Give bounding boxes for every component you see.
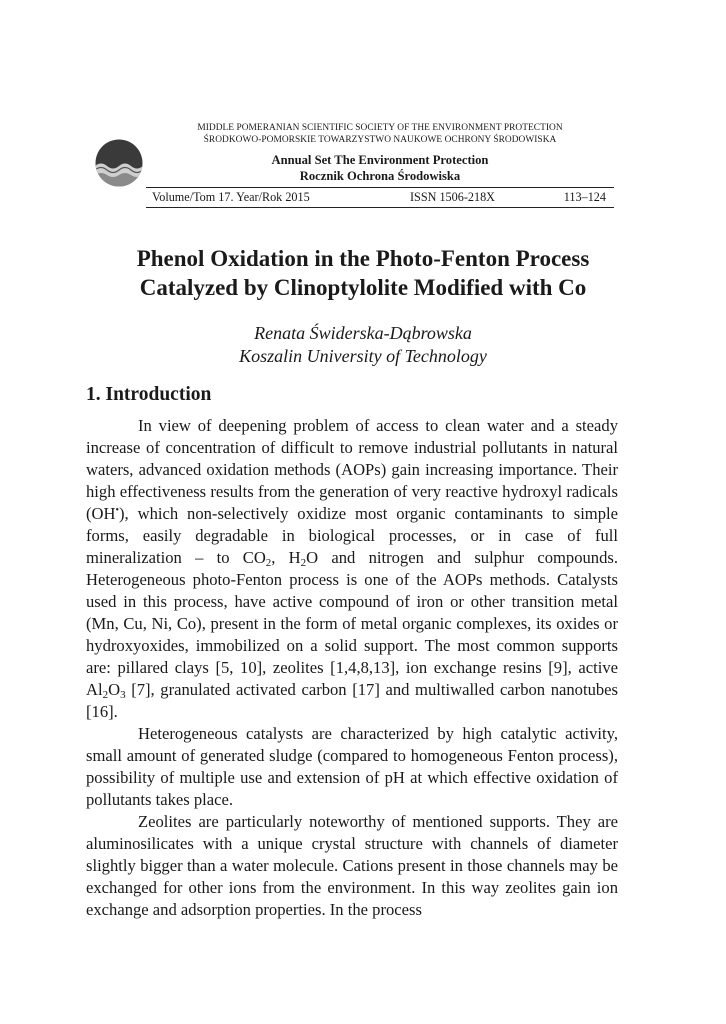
paragraph-1: In view of deepening problem of access to clean water and a steady increase of concentration of difficult to remove industrial pollutants in natural waters, advanced oxidation methods (AOPs) gain increasing importance. Their high effectiveness results from the generation of very reactive hydroxyl radicals (OH•), which non-selectively oxidize most organic contaminants to simple forms, easily degradable in biological processes, or in case of full mineralization – to $CO_2$, $H_2O$ and nitrogen and sulphur compounds. Heterogeneous photo-Fenton process is one of the AOPs methods. Catalysts used in this process, have active compound of iron or other transition metal (Mn, Cu, Ni, Co), present in the form of metal organic complexes, its oxides or hydroxyoxides, immobilized on a solid support. The most common supports are: pillared clays [5, 10], zeolites [1,4,8,13], ion exchange resins [9], active $Al_2O_3$ [7], granulated activated carbon [17] and multiwalled carbon nanotubes [16]. [86,416,618,721]
section-heading: 1. Introduction [86,384,212,405]
title-line-2: Catalyzed by Clinoptylolite Modified with Co [139,275,587,300]
author-affiliation: Koszalin University of Technology [239,346,487,366]
journal-header [146,122,614,208]
society-logo [95,139,143,187]
journal-name-pl: Rocznik Ochrona Środowiska [299,169,461,183]
volume-info: Volume/Tom 17. Year/Rok 2015 [152,190,310,204]
article-body [86,415,618,921]
paragraph-3: Zeolites are particularly noteworthy of mentioned supports. They are aluminosilicates with a unique crystal structure with channels of diameter slightly bigger than a water molecule. Cations present in those channels may be exchanged for other ions from the environment. In this way zeolites gain ion exchange and adsorption properties. In the process [86,812,618,919]
journal-name-en: Annual Set The Environment Protection [271,153,489,167]
author-name: Renata Świderska-Dąbrowska [254,323,472,343]
society-name-en: MIDDLE POMERANIAN SCIENTIFIC SOCIETY OF THE ENVIRONMENT PROTECTION [197,123,563,133]
paragraph-2: Heterogeneous catalysts are characterized by high catalytic activity, small amount of generated sludge (compared to homogeneous Fenton process), possibility of multiple use and extension of pH at which effective oxidation of pollutants takes place. [86,724,618,809]
volume-bar [146,187,614,208]
issn: ISSN 1506-218X [410,190,495,204]
author-block [80,322,646,368]
society-name-pl: ŚRODKOWO-POMORSKIE TOWARZYSTWO NAUKOWE OCHRONY ŚRODOWISKA [203,135,557,145]
title-line-1: Phenol Oxidation in the Photo-Fenton Process [136,246,590,271]
page-range: 113–124 [563,190,606,204]
article-title [80,244,646,302]
